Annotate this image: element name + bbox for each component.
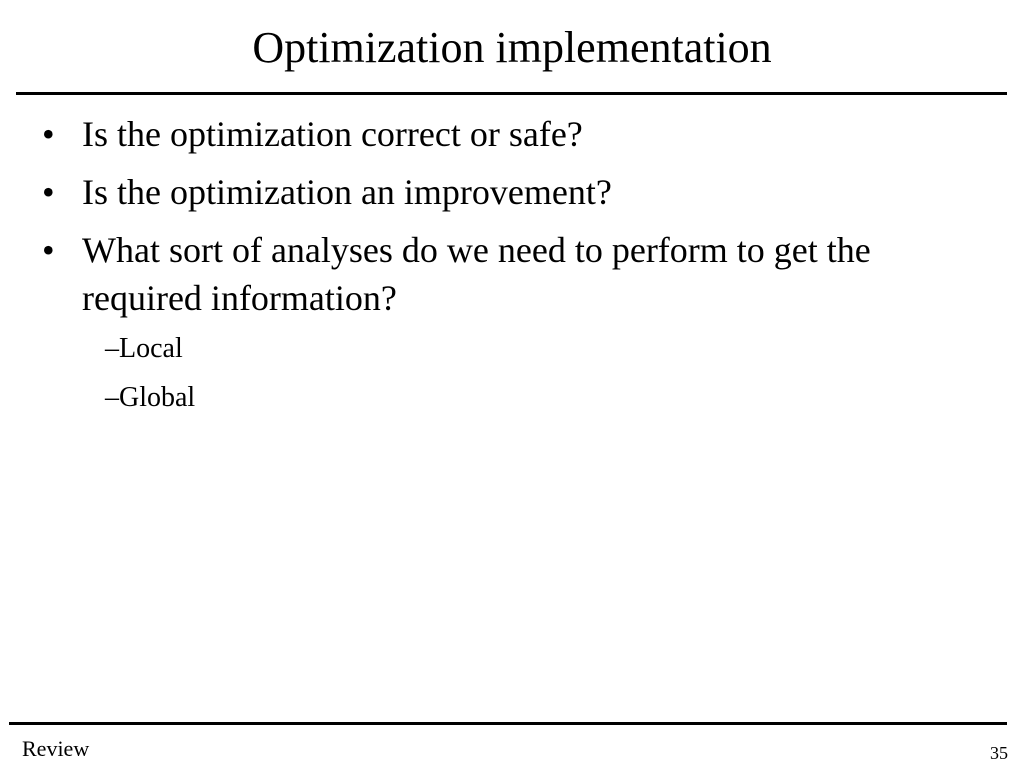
bullet-marker: • (42, 114, 55, 154)
page-number: 35 (990, 743, 1008, 763)
footer-divider (9, 722, 1007, 725)
bullet-item (42, 168, 982, 216)
bullet-marker: • (42, 172, 55, 212)
slide-title: Optimization implementation (252, 23, 772, 72)
bullet-item (42, 110, 982, 158)
bullet-text: Is the optimization an improvement? (82, 172, 612, 212)
bullet-text: Is the optimization correct or safe? (82, 114, 583, 154)
bullet-item (42, 226, 982, 322)
sub-bullet-item: –Local (105, 333, 183, 364)
sub-bullet-item: –Global (105, 382, 196, 413)
bullet-marker: • (42, 230, 55, 270)
bullet-text: What sort of analyses do we need to perform to get the required information? (82, 230, 871, 318)
footer-section-label: Review (22, 736, 90, 761)
